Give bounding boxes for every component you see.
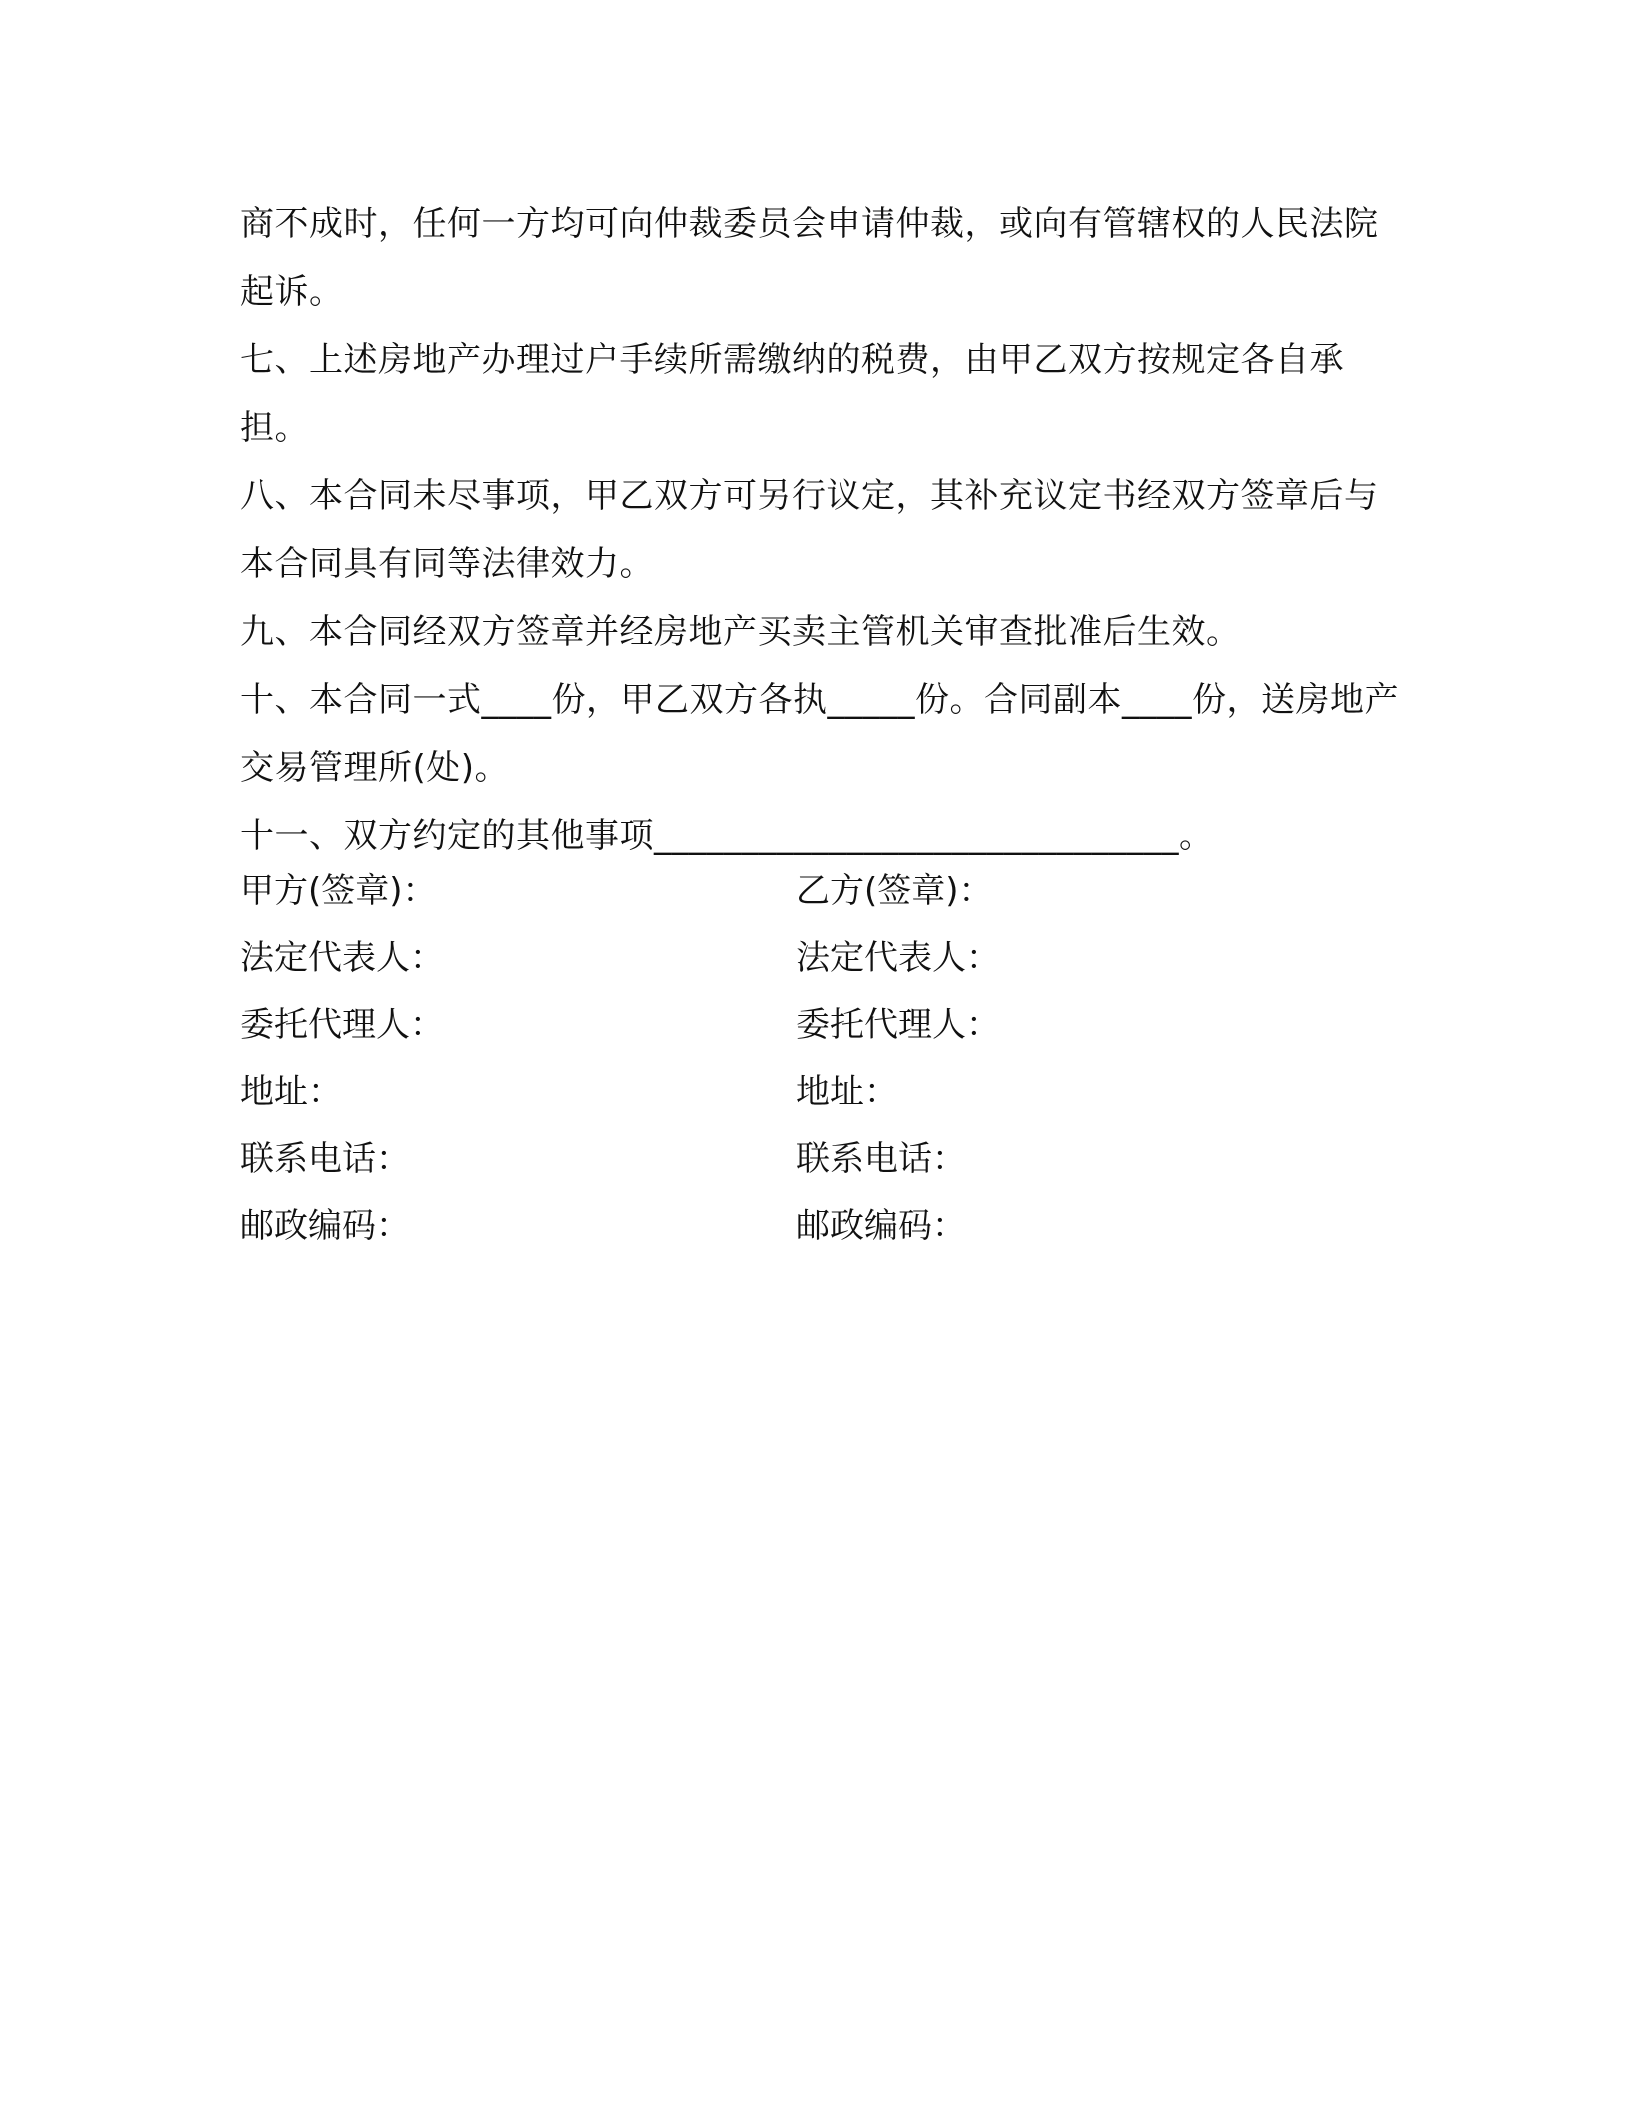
signature-row-legal-rep (240, 921, 1400, 988)
party-a-postcode-label: 邮政编码： (240, 1206, 410, 1246)
clause-11-other-matters: 十一、双方约定的其他事项______________________________。 (240, 816, 1214, 856)
clause-8-supplementary: 八、本合同未尽事项，甲乙双方可另行议定，其补充议定书经双方签章后与本合同具有同等法律效力。 (240, 476, 1379, 584)
party-a-agent-label: 委托代理人： (240, 1005, 444, 1045)
clause-arbitration-continued: 商不成时，任何一方均可向仲裁委员会申请仲裁，或向有管辖权的人民法院起诉。 (240, 204, 1379, 312)
party-b-postcode-label: 邮政编码： (796, 1206, 966, 1246)
party-a-address-label: 地址： (240, 1072, 342, 1112)
clause-9-effectiveness: 九、本合同经双方签章并经房地产买卖主管机关审查批准后生效。 (240, 612, 1241, 652)
party-b-signature-label: 乙方(签章)： (796, 871, 993, 911)
signature-row-agent (240, 988, 1400, 1055)
party-b-phone-label: 联系电话： (796, 1139, 966, 1179)
signature-row-address (240, 1055, 1400, 1122)
party-a-signature-label: 甲方(签章)： (240, 871, 437, 911)
clause-7-taxes: 七、上述房地产办理过户手续所需缴纳的税费，由甲乙双方按规定各自承担。 (240, 340, 1344, 448)
signature-row-postcode (240, 1189, 1400, 1256)
party-a-legal-rep-label: 法定代表人： (240, 938, 444, 978)
clause-10-copies: 十、本合同一式____份，甲乙双方各执_____份。合同副本____份，送房地产交易管理所(处)。 (240, 680, 1399, 788)
signature-row-title (240, 854, 1400, 921)
party-a-phone-label: 联系电话： (240, 1139, 410, 1179)
party-b-legal-rep-label: 法定代表人： (796, 938, 1000, 978)
signature-row-phone (240, 1122, 1400, 1189)
party-b-address-label: 地址： (796, 1072, 898, 1112)
signature-block (240, 854, 1400, 1256)
contract-body (240, 190, 1400, 870)
party-b-agent-label: 委托代理人： (796, 1005, 1000, 1045)
